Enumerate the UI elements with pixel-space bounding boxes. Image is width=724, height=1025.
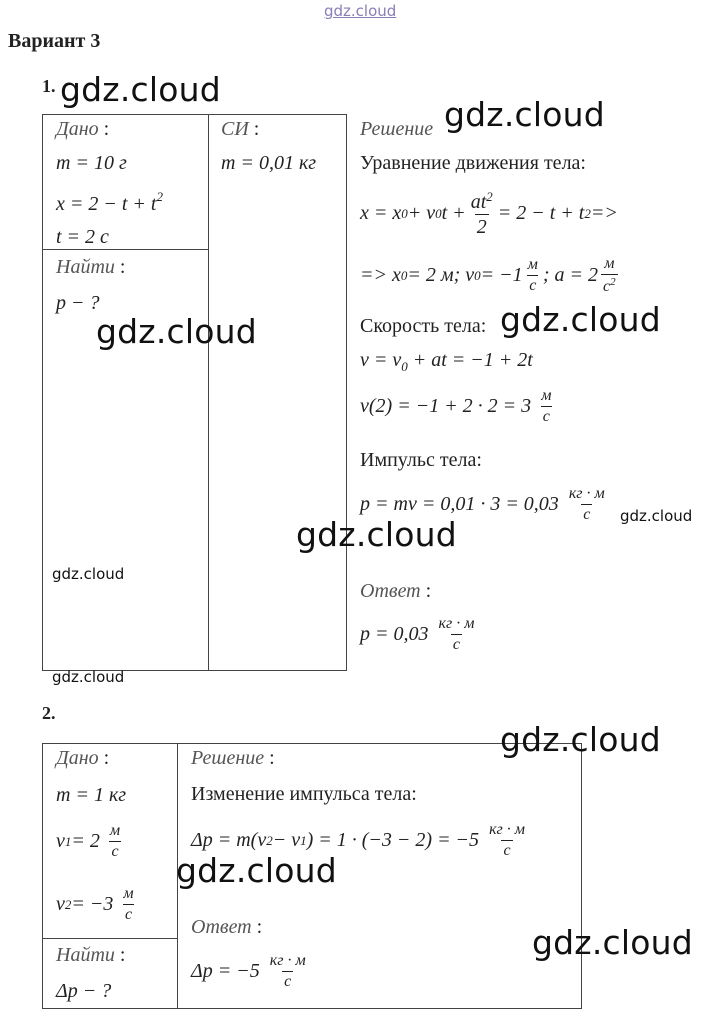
watermark: gdz.cloud — [176, 851, 337, 890]
watermark: gdz.cloud — [620, 507, 693, 525]
task1-speed-value: v(2) = −1 + 2 · 2 = 3 $\frac{м}{с}$ — [360, 387, 552, 425]
task1-given-x: $x = 2 - t + t^2$ — [56, 189, 163, 215]
watermark: gdz.cloud — [500, 720, 661, 759]
task2-answer-unit: $\frac{кг \cdot м}{с}$ — [269, 952, 306, 990]
task1-answer-unit: $\frac{кг \cdot м}{с}$ — [438, 615, 475, 653]
task1-unit-kgms: $\frac{кг \cdot м}{с}$ — [568, 485, 605, 523]
task1-si-mass: m = 0,01 кг — [221, 152, 317, 174]
task2-change-eq: Δp = m(v 2 − v 1 ) = 1 · (−3 − 2) = −5 $\frac{кг \cdot м}{с}$ — [191, 821, 525, 859]
task1-params: => x 0 = 2 м; v 0 = −1 $\frac{м}{с}$ ; a = 2 $\frac{м}{с^2}$ — [360, 255, 616, 295]
task1-given-find-divider — [42, 249, 208, 250]
task2-table-bottom-border — [42, 1008, 582, 1009]
watermark: gdz.cloud — [52, 565, 125, 583]
task1-speed-label: Скорость тела: — [360, 315, 487, 337]
watermark: gdz.cloud — [444, 95, 605, 134]
watermark: gdz.cloud — [296, 515, 457, 554]
top-watermark-link[interactable]: gdz.cloud — [324, 2, 397, 20]
task1-find-header: Найти : — [56, 256, 126, 278]
task2-given-v2: v 2 = −3 $\frac{м}{с}$ — [56, 885, 134, 923]
task1-unit-ms-speed: $\frac{м}{с}$ — [541, 387, 552, 425]
task1-speed-eq: $v = v_0$ + at = −1 + 2t — [360, 349, 533, 374]
task1-find-p: p − ? — [56, 292, 100, 314]
task1-table-divider — [208, 114, 209, 671]
task2-change-label: Изменение импульса тела: — [191, 783, 417, 805]
watermark: gdz.cloud — [500, 300, 661, 339]
watermark: gdz.cloud — [532, 923, 693, 962]
variant-title: Вариант 3 — [8, 30, 101, 52]
task2-given-find-divider — [42, 938, 177, 939]
task2-given-v1: v 1 = 2 $\frac{м}{с}$ — [56, 822, 121, 860]
task1-solution-header: Решение — [360, 118, 434, 140]
task1-impulse-label: Импульс тела: — [360, 449, 482, 471]
task1-table-right-border — [346, 114, 347, 671]
task1-answer: p = 0,03 $\frac{кг \cdot м}{с}$ — [360, 615, 475, 653]
task2-answer: Δp = −5 $\frac{кг \cdot м}{с}$ — [191, 952, 306, 990]
task2-table-right-border — [581, 743, 582, 1009]
task1-given-mass: m = 10 г — [56, 152, 127, 174]
task1-table-top-border — [42, 114, 346, 115]
task2-given-header: Дано : — [56, 747, 110, 769]
task2-find-dp: Δp − ? — [56, 980, 112, 1002]
watermark: gdz.cloud — [52, 668, 125, 686]
task2-unit-ms-v2: $\frac{м}{с}$ — [123, 885, 134, 923]
task1-eq-motion-fraction: $\frac{at^2}{2}$ — [470, 189, 493, 238]
watermark: gdz.cloud — [96, 312, 257, 351]
task1-given-header: Дано : — [56, 118, 110, 140]
watermark: gdz.cloud — [60, 70, 221, 109]
task1-eq-motion: x = x 0 + v 0 t + $\frac{at^2}{2}$ = 2 − t + t 2 => — [360, 189, 618, 238]
task1-unit-ms: $\frac{м}{с}$ — [527, 256, 538, 294]
task2-unit-ms-v1: $\frac{м}{с}$ — [109, 822, 121, 860]
task2-given-mass: m = 1 кг — [56, 784, 127, 806]
task1-number: 1. — [42, 76, 56, 96]
task1-table-left-border — [42, 114, 43, 671]
task1-impulse-eq: p = mv = 0,01 · 3 = 0,03 $\frac{кг \cdot м}{с}$ — [360, 485, 605, 523]
task1-eq-motion-label: Уравнение движения тела: — [360, 152, 586, 174]
task1-unit-ms2: $\frac{м}{с^2}$ — [603, 255, 616, 295]
task2-unit-kgms: $\frac{кг \cdot м}{с}$ — [489, 821, 525, 859]
task2-find-header: Найти : — [56, 944, 126, 966]
task2-solution-header: Решение : — [191, 747, 275, 769]
task1-answer-header: Ответ : — [360, 580, 432, 602]
task2-number: 2. — [42, 703, 56, 723]
task2-table-left-border — [42, 743, 43, 1009]
task1-si-header: СИ : — [221, 118, 260, 140]
task1-given-time: t = 2 с — [56, 226, 109, 248]
task2-answer-header: Ответ : — [191, 916, 263, 938]
